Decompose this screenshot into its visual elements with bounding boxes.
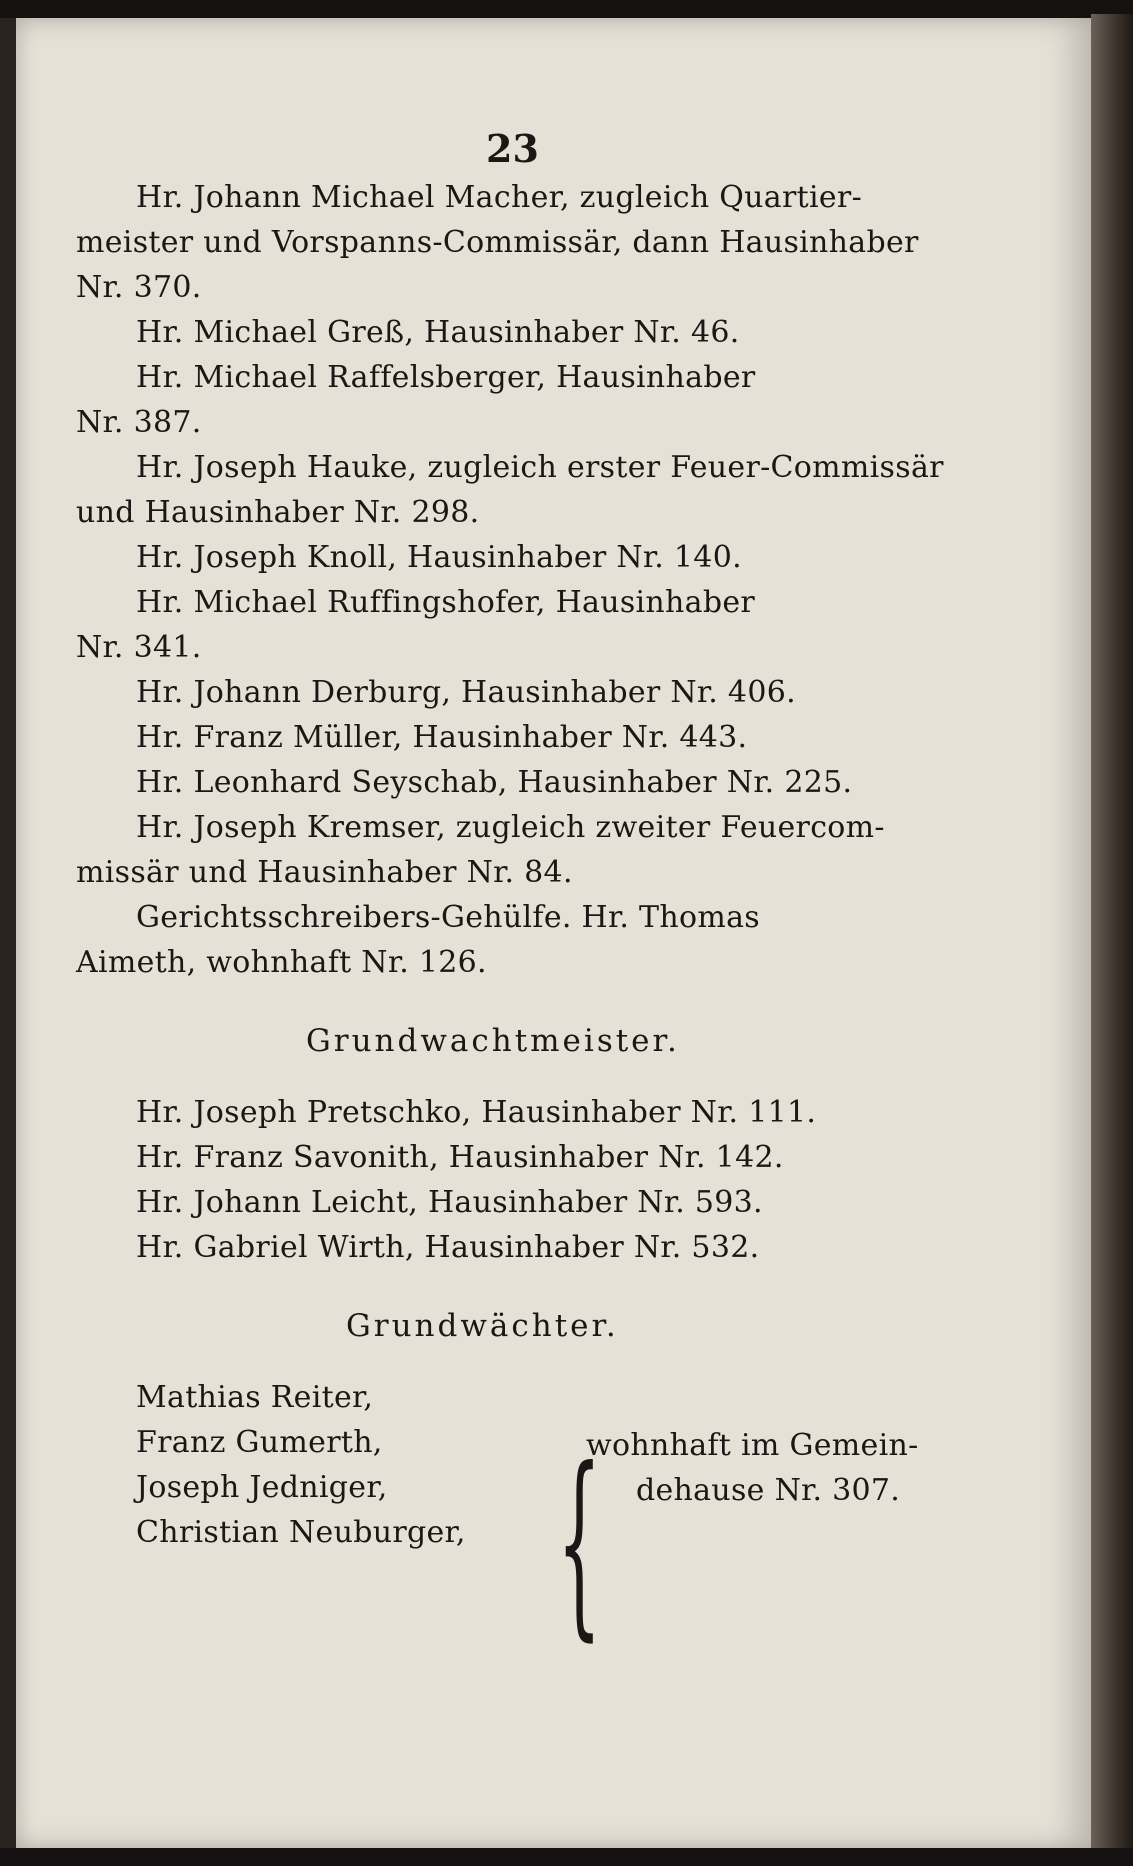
- entry-line: Gerichtsschreibers-Gehülfe. Hr. Thomas: [136, 900, 760, 935]
- scan-top-edge: [0, 0, 1133, 18]
- entry-line: Aimeth, wohnhaft Nr. 126.: [76, 945, 487, 980]
- entry-line: Hr. Joseph Pretschko, Hausinhaber Nr. 111.: [136, 1095, 817, 1130]
- watchman-name: Mathias Reiter,: [136, 1380, 374, 1415]
- residence-line: dehause Nr. 307.: [636, 1473, 901, 1508]
- page-number: 23: [486, 126, 539, 171]
- section-heading-grundwaechter: Grundwächter.: [346, 1308, 619, 1344]
- curly-brace: {: [557, 1426, 602, 1659]
- page-text: [16, 18, 1091, 1848]
- entry-line: Nr. 387.: [76, 405, 202, 440]
- watchman-name: Franz Gumerth,: [136, 1425, 383, 1460]
- watchman-name: Christian Neuburger,: [136, 1515, 466, 1550]
- section-heading-grundwachtmeister: Grundwachtmeister.: [306, 1023, 680, 1059]
- entry-line: Hr. Johann Derburg, Hausinhaber Nr. 406.: [136, 675, 796, 710]
- entry-line: Hr. Franz Müller, Hausinhaber Nr. 443.: [136, 720, 748, 755]
- watchman-name: Joseph Jedniger,: [136, 1470, 388, 1505]
- entry-line: Nr. 370.: [76, 270, 202, 305]
- entry-line: Hr. Michael Raffelsberger, Hausinhaber: [136, 360, 756, 395]
- entry-line: Nr. 341.: [76, 630, 202, 665]
- entry-line: Hr. Michael Greß, Hausinhaber Nr. 46.: [136, 315, 740, 350]
- entry-line: Hr. Johann Leicht, Hausinhaber Nr. 593.: [136, 1185, 763, 1220]
- entry-line: und Hausinhaber Nr. 298.: [76, 495, 480, 530]
- entry-line: Hr. Gabriel Wirth, Hausinhaber Nr. 532.: [136, 1230, 760, 1265]
- entry-line: Hr. Joseph Hauke, zugleich erster Feuer-Commissär: [136, 450, 944, 485]
- scan-bottom-edge: [0, 1848, 1133, 1866]
- entry-line: Hr. Joseph Kremser, zugleich zweiter Feuercom-: [136, 810, 885, 845]
- residence-line: wohnhaft im Gemein-: [586, 1428, 919, 1463]
- entry-line: missär und Hausinhaber Nr. 84.: [76, 855, 573, 890]
- book-spine-edge: [1091, 14, 1133, 1854]
- entry-line: Hr. Leonhard Seyschab, Hausinhaber Nr. 225.: [136, 765, 853, 800]
- entry-line: meister und Vorspanns-Commissär, dann Hausinhaber: [76, 225, 919, 260]
- book-page: [16, 18, 1091, 1848]
- entry-line: Hr. Johann Michael Macher, zugleich Quartier-: [136, 180, 863, 215]
- entry-line: Hr. Michael Ruffingshofer, Hausinhaber: [136, 585, 756, 620]
- entry-line: Hr. Joseph Knoll, Hausinhaber Nr. 140.: [136, 540, 742, 575]
- entry-line: Hr. Franz Savonith, Hausinhaber Nr. 142.: [136, 1140, 784, 1175]
